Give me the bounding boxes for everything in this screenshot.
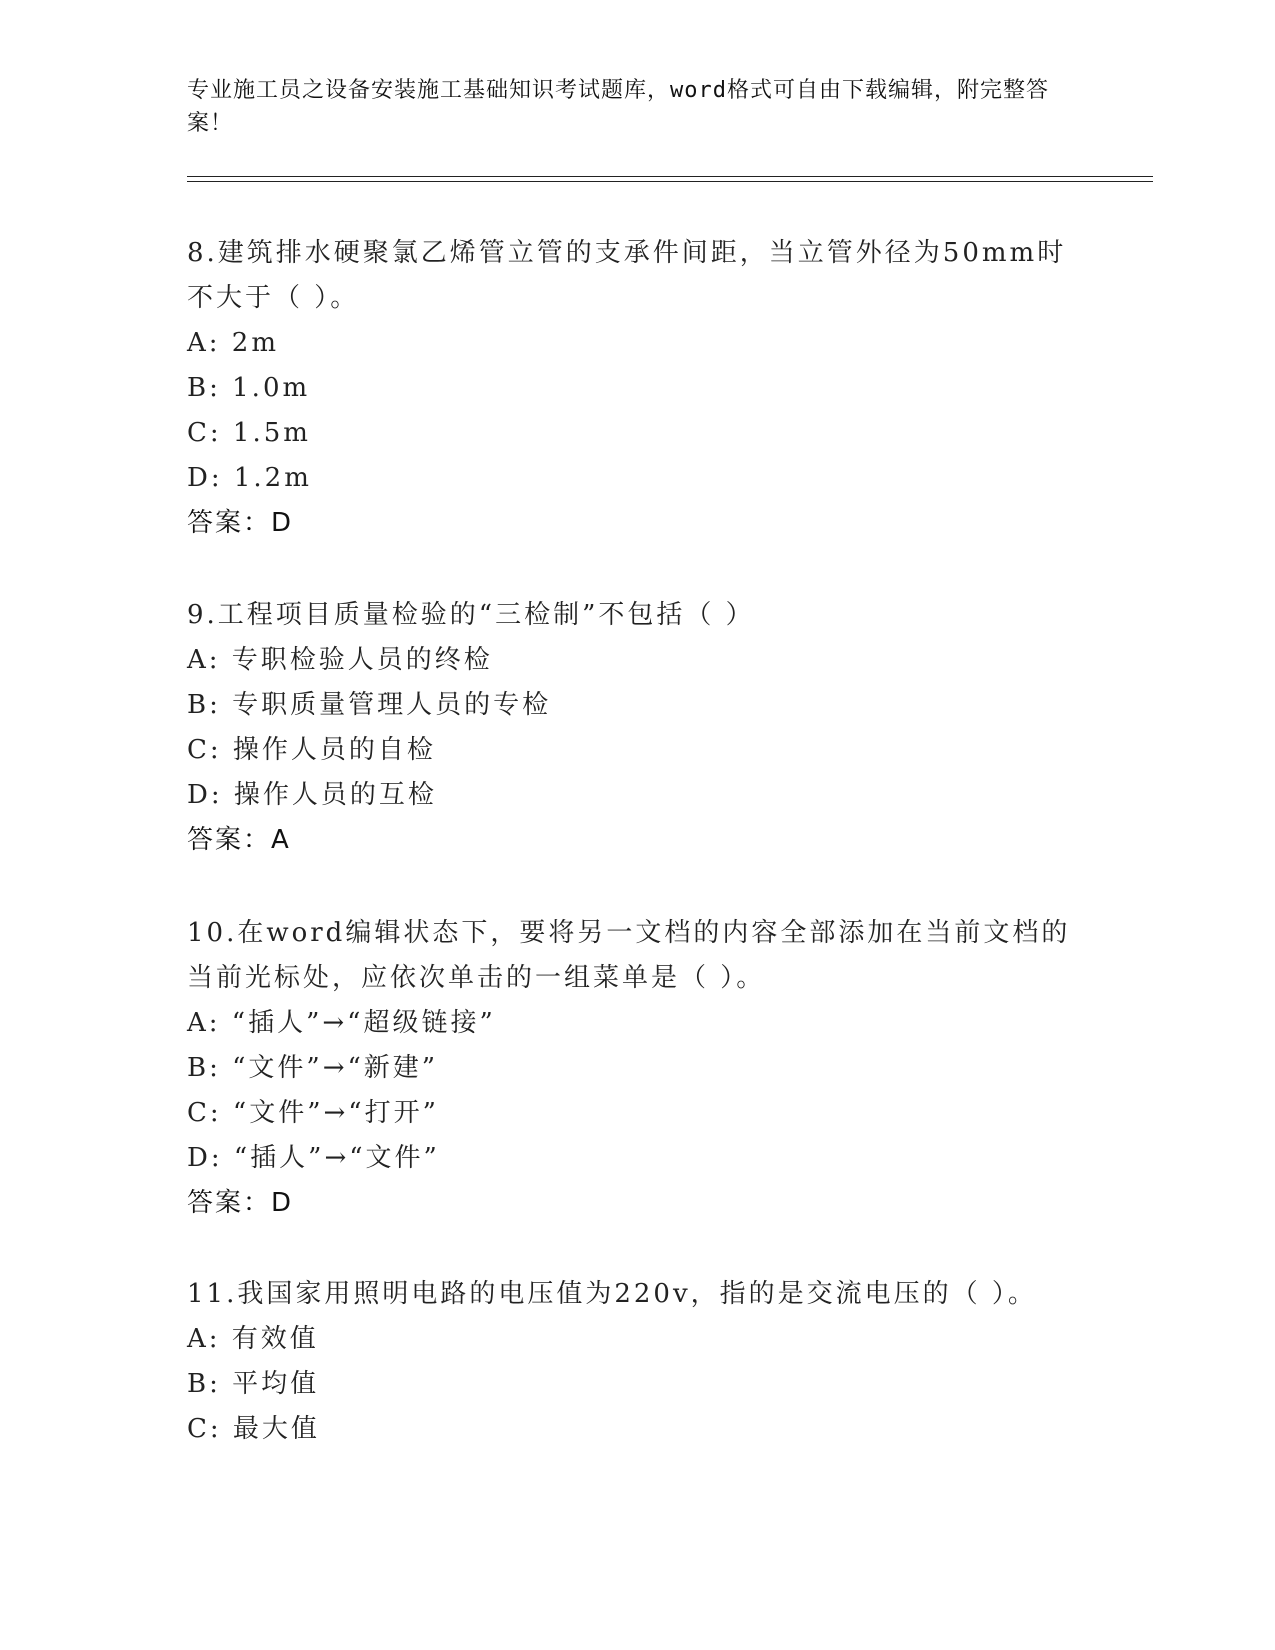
option-a: A: 有效值 bbox=[187, 1324, 319, 1354]
question-8 bbox=[187, 231, 1087, 546]
option-b: B: “文件”→“新建” bbox=[187, 1053, 439, 1083]
option-a: A: 2m bbox=[187, 328, 279, 358]
option-b: B: 平均值 bbox=[187, 1369, 320, 1399]
header-divider-bottom bbox=[187, 181, 1153, 182]
question-11 bbox=[187, 1272, 1087, 1452]
document-header: 专业施工员之设备安装施工基础知识考试题库，word格式可自由下载编辑，附完整答案！ bbox=[187, 78, 1049, 136]
header-divider-top bbox=[187, 176, 1153, 177]
question-stem: 10.在word编辑状态下，要将另一文档的内容全部添加在当前文档的当前光标处，应依次单击的一组菜单是（ ）。 bbox=[187, 918, 1071, 993]
option-c: C: 1.5m bbox=[187, 418, 311, 448]
option-c: C: “文件”→“打开” bbox=[187, 1098, 439, 1128]
option-d: D: 1.2m bbox=[187, 463, 312, 493]
question-stem: 9.工程项目质量检验的“三检制”不包括（ ） bbox=[187, 600, 755, 630]
option-a: A: 专职检验人员的终检 bbox=[187, 645, 493, 675]
question-stem: 8.建筑排水硬聚氯乙烯管立管的支承件间距，当立管外径为50mm时不大于（ ）。 bbox=[187, 238, 1067, 313]
option-a: A: “插人”→“超级链接” bbox=[187, 1008, 496, 1038]
answer: 答案：A bbox=[187, 825, 291, 855]
option-c: C: 操作人员的自检 bbox=[187, 735, 436, 765]
option-d: D: “插人”→“文件” bbox=[187, 1143, 440, 1173]
option-b: B: 专职质量管理人员的专检 bbox=[187, 690, 552, 720]
option-b: B: 1.0m bbox=[187, 373, 311, 403]
question-9 bbox=[187, 593, 1087, 863]
question-stem: 11.我国家用照明电路的电压值为220v，指的是交流电压的（ ）。 bbox=[187, 1279, 1037, 1309]
answer: 答案：D bbox=[187, 1188, 294, 1218]
question-10 bbox=[187, 911, 1087, 1226]
option-c: C: 最大值 bbox=[187, 1414, 320, 1444]
option-d: D: 操作人员的互检 bbox=[187, 780, 437, 810]
answer: 答案：D bbox=[187, 508, 294, 538]
